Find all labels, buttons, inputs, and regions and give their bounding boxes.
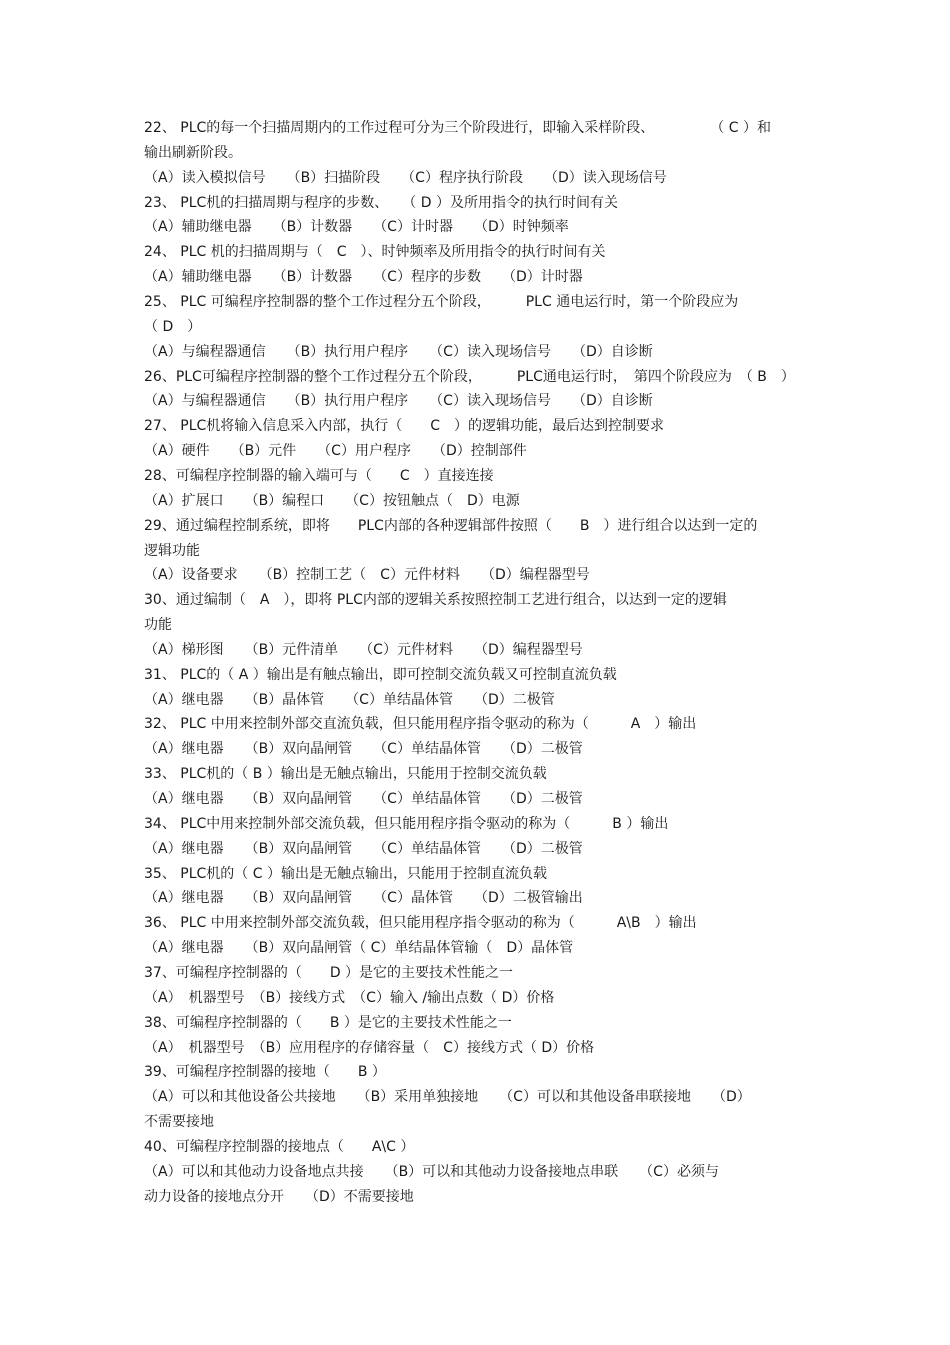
text-line: 23、 PLC机的扫描周期与程序的步数、 （ D ）及所用指令的执行时间有关 <box>144 194 618 211</box>
text-line: （A）可以和其他动力设备地点共接 （B）可以和其他动力设备接地点串联 （C）必须与 <box>144 1163 719 1180</box>
text-line: 39、可编程序控制器的接地（ B ） <box>144 1064 386 1081</box>
text-line: 29、通过编程控制系统，即将 PLC内部的各种逻辑部件按照（ B ）进行组合以达到一定的 <box>144 517 758 534</box>
text-line: 31、 PLC的（ A ）输出是有触点输出，即可控制交流负载又可控制直流负载 <box>144 666 617 683</box>
text-line: 28、可编程序控制器的输入端可与（ C ）直接连接 <box>144 467 494 484</box>
text-line: （A）梯形图 （B）元件清单 （C）元件材料 （D）编程器型号 <box>144 641 583 658</box>
text-line: 30、通过编制（ A ），即将 PLC内部的逻辑关系按照控制工艺进行组合，以达到一定的逻辑 <box>144 592 727 609</box>
text-line: 32、 PLC 中用来控制外部交直流负载，但只能用程序指令驱动的称为（ A ）输出 <box>144 716 697 733</box>
text-line: 输出刷新阶段。 <box>144 144 242 161</box>
text-line: （A）继电器 （B）双向晶闸管（ C）单结晶体管输（ D）晶体管 <box>144 940 574 957</box>
text-line: 动力设备的接地点分开 （D）不需要接地 <box>144 1188 414 1205</box>
text-line: （A）辅助继电器 （B）计数器 （C）计时器 （D）时钟频率 <box>144 219 569 236</box>
text-line: （A）与编程器通信 （B）执行用户程序 （C）读入现场信号 （D）自诊断 <box>144 393 653 410</box>
text-line: 26、PLC可编程序控制器的整个工作过程分五个阶段， PLC通电运行时， 第四个阶段应为 （ B ） <box>144 368 795 385</box>
text-line: （A）设备要求 （B）控制工艺（ C）元件材料 （D）编程器型号 <box>144 567 590 584</box>
text-line: 逻辑功能 <box>144 542 200 559</box>
text-line: （A） 机器型号 （B）应用程序的存储容量（ C）接线方式（ D）价格 <box>144 1039 595 1056</box>
text-line: （A）继电器 （B）晶体管 （C）单结晶体管 （D）二极管 <box>144 691 555 708</box>
text-line: （A）硬件 （B）元件 （C）用户程序 （D）控制部件 <box>144 443 527 460</box>
text-line: （A） 机器型号 （B）接线方式 （C）输入 /输出点数（ D）价格 <box>144 989 555 1006</box>
text-line: （ D ） <box>144 318 202 335</box>
text-line: 34、 PLC中用来控制外部交流负载，但只能用程序指令驱动的称为（ B ）输出 <box>144 815 669 832</box>
text-line: （A）继电器 （B）双向晶闸管 （C）单结晶体管 （D）二极管 <box>144 791 583 807</box>
text-line: 33、 PLC机的（ B ）输出是无触点输出，只能用于控制交流负载 <box>144 766 547 783</box>
text-line: 35、 PLC机的（ C ）输出是无触点输出，只能用于控制直流负载 <box>144 865 547 882</box>
text-line: 27、 PLC机将输入信息采入内部，执行（ C ）的逻辑功能，最后达到控制要求 <box>144 418 665 435</box>
text-line: 24、 PLC 机的扫描周期与（ C ）、时钟频率及所用指令的执行时间有关 <box>144 244 606 261</box>
text-line: 不需要接地 <box>144 1114 214 1130</box>
text-line: 22、 PLC的每一个扫描周期内的工作过程可分为三个阶段进行，即输入采样阶段、 （ C ）和 <box>144 120 771 136</box>
text-line: 40、可编程序控制器的接地点（ A\C ） <box>144 1138 415 1155</box>
text-line: 功能 <box>144 617 172 633</box>
text-line: 36、 PLC 中用来控制外部交流负载，但只能用程序指令驱动的称为（ A\B ）输出 <box>144 915 697 932</box>
text-line: （A）扩展口 （B）编程口 （C）按钮触点（ D）电源 <box>144 492 520 509</box>
text-line: （A）继电器 （B）双向晶闸管 （C）单结晶体管 （D）二极管 <box>144 741 583 758</box>
text-line: （A）继电器 （B）双向晶闸管 （C）单结晶体管 （D）二极管 <box>144 840 583 857</box>
text-line: （A）与编程器通信 （B）执行用户程序 （C）读入现场信号 （D）自诊断 <box>144 343 653 360</box>
text-line: 25、 PLC 可编程序控制器的整个工作过程分五个阶段， PLC 通电运行时，第一个阶段应为 <box>144 294 739 310</box>
text-line: （A）可以和其他设备公共接地 （B）采用单独接地 （C）可以和其他设备串联接地 （D） <box>144 1089 751 1106</box>
text-line: （A）读入模拟信号 （B）扫描阶段 （C）程序执行阶段 （D）读入现场信号 <box>144 169 667 186</box>
text-line: 38、可编程序控制器的（ B ）是它的主要技术性能之一 <box>144 1014 512 1031</box>
text-line: （A）辅助继电器 （B）计数器 （C）程序的步数 （D）计时器 <box>144 269 583 286</box>
text-line: 37、可编程序控制器的（ D ）是它的主要技术性能之一 <box>144 964 514 981</box>
text-line: （A）继电器 （B）双向晶闸管 （C）晶体管 （D）二极管输出 <box>144 890 583 907</box>
